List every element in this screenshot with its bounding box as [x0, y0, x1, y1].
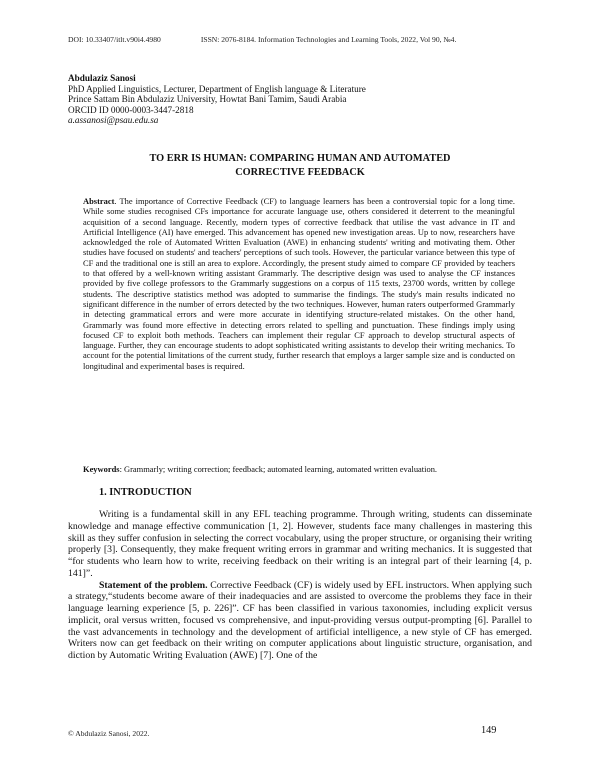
author-name: Abdulaziz Sanosi — [68, 73, 136, 83]
abstract-label: Abstract — [83, 196, 115, 206]
paper-title — [68, 152, 532, 179]
author-position: PhD Applied Linguistics, Lecturer, Department of English language & Literature — [68, 83, 366, 94]
keywords-label: Keywords — [83, 464, 120, 474]
abstract-text: . The importance of Corrective Feedback (CF) to language learners has been a controversial topic for a long time. While some studies recognised CFs importance for accurate language use, others considered it deterrent to the meaningful acquisition of a second language. Recently, modern types of corrective feedback that utilise the vast advance in IT and Artificial Intelligence (AI) have emerged. This advancement has opened new investigation areas. Up to now, researchers have acknowledged the role of Automated Written Evaluation (AWE) in enhancing students' writing and motivating them. Other studies have focused on students' and teachers' perceptions of such tools. However, the particular variance between this type of CF and the traditional one is still an area to explore. Accordingly, the present study aimed to compare CF provided by teachers to that offered by a well-known writing assistant Grammarly. The descriptive design was used to analyse the CF instances provided by five college professors to the Grammarly suggestions on a corpus of 115 texts, 23700 words, written by college students. The descriptive statistics method was adopted to summarise the findings. The study's main results indicated no significant difference in the number of errors detected by the two techniques. However, human raters outperformed Grammarly in detecting grammatical errors and were more accurate in identifying structure-related mistakes. On the other hand, Grammarly was found more effective in detecting errors related to spelling and punctuation. These findings imply using focused CF to exploit both methods. Teachers can implement their regular CF approach to develop structural aspects of language. Further, they can encourage students to adopt sophisticated writing assistants to develop their writing mechanics. To account for the potential limitations of the current study, further research that employs a larger sample size and is conducted on longitudinal and experimental bases is required. — [83, 196, 515, 371]
paragraph — [68, 580, 532, 662]
keywords — [83, 464, 515, 474]
abstract — [83, 196, 515, 371]
footer-copyright: © Abdulaziz Sanosi, 2022. — [68, 729, 150, 738]
author-email: a.assanosi@psau.edu.sa — [68, 115, 159, 126]
keywords-text: : Grammarly; writing correction; feedback; automated learning, automated written evaluation. — [119, 464, 438, 474]
introduction-body — [68, 509, 532, 662]
author-affiliation: Prince Sattam Bin Abdulaziz University, Howtat Bani Tamim, Saudi Arabia — [68, 94, 347, 105]
author-block — [68, 73, 538, 126]
doi-text: DOI: 10.33407/itlt.v90i4.4980 — [68, 35, 161, 44]
journal-issn-text: ISSN: 2076-8184. Information Technologies and Learning Tools, 2022, Vol 90, №4. — [200, 35, 457, 44]
paper-title-line-1: TO ERR IS HUMAN: COMPARING HUMAN AND AUTOMATED — [149, 153, 451, 164]
section-heading: 1. INTRODUCTION — [99, 487, 192, 498]
running-header — [68, 35, 538, 44]
paper-title-line-2: CORRECTIVE FEEDBACK — [235, 166, 365, 178]
paragraph-text: Corrective Feedback (CF) is widely used by EFL instructors. When applying such a strategy,“students become aware of their inadequacies and are assisted to overcome the problems they face in their language learning experience [5, p. 226]”. CF has been classified in various taxonomies, including explicit versus implicit, oral versus written, focused vs comprehensive, and input-providing versus output-prompting [6]. Parallel to the vast advancements in technology and the development of artificial intelligence, a new style of CF has emerged. Writers now can get feedback on their writing on computer applications about linguistic structure, organisation, and diction by Automatic Writing Evaluation (AWE) [7]. One of the — [68, 579, 532, 661]
paragraph-run-in-heading: Statement of the problem. — [99, 579, 208, 591]
author-orcid: ORCID ID 0000-0003-3447-2818 — [68, 104, 194, 115]
page-number: 149 — [481, 725, 497, 736]
paragraph: Writing is a fundamental skill in any EFL teaching programme. Through writing, students can disseminate knowledge and manage effective communication [1, 2]. However, students face many challenges in mastering this skill as they suffer confusion in selecting the correct vocabulary, using the proper structure, or organising their writing properly [3]. Consequently, they make frequent writing errors in grammar and writing mechanics. It is suggested that “for students who learn how to write, receiving feedback on their writing is an integral part of their learning [4, p. 141]”. — [68, 509, 532, 579]
